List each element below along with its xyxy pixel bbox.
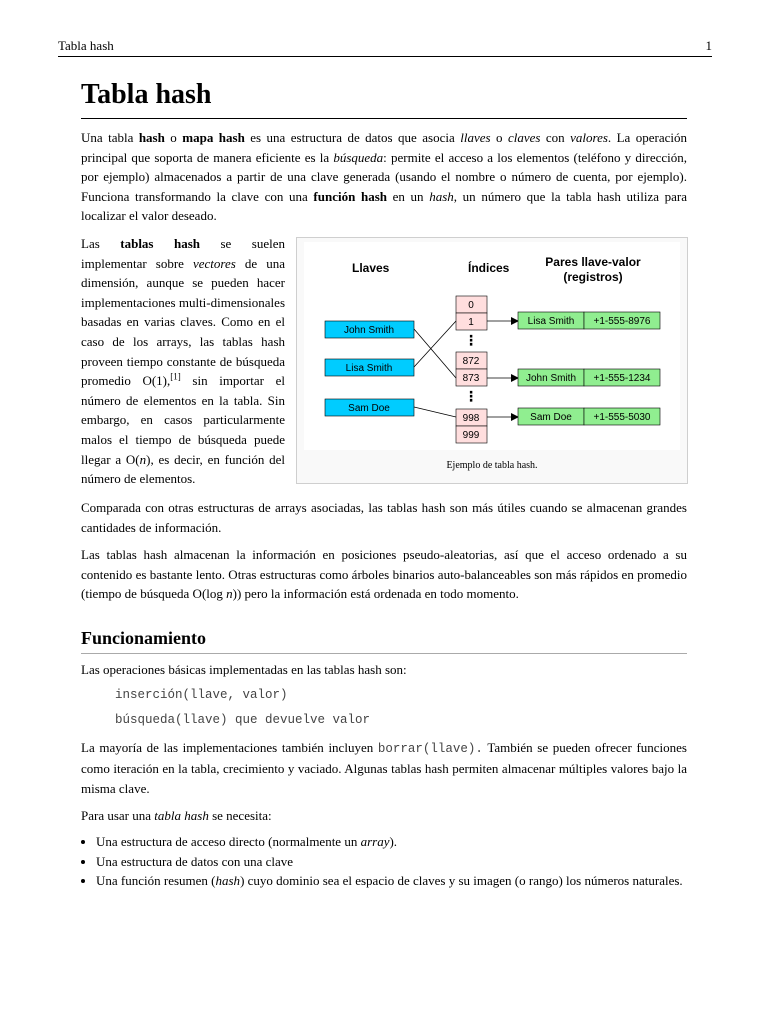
hash-table-diagram[interactable] <box>304 242 680 450</box>
list-item: • Una estructura de acceso directo (normalmente un array). <box>96 832 687 852</box>
term-funcion-hash: función hash <box>313 188 387 204</box>
arrow-sam-to-998 <box>414 407 456 417</box>
paragraph-requirements: Para usar una tabla hash se necesita: <box>81 808 272 824</box>
record-phone-3: +1-555-5030 <box>593 411 651 423</box>
operations-intro: Las operaciones básicas implementadas en las tablas hash son: <box>81 661 407 677</box>
running-title: Tabla hash <box>58 38 114 53</box>
paragraph-more-operations: La mayoría de las implementaciones también incluyen borrar(llave). También se pueden ofrecer funciones como iteración en la tabla, crecimiento y vaciado. Algunas tablas hash permiten almacenar múltiples valores bajo la misma clave. <box>81 739 687 796</box>
index-label-872: 872 <box>462 355 480 367</box>
index-label-873: 873 <box>462 372 480 384</box>
list-item: • Una estructura de datos con una clave <box>96 852 687 872</box>
link-llaves[interactable]: llaves <box>460 130 491 145</box>
key-label-sam-doe: Sam Doe <box>348 402 390 414</box>
index-label-998: 998 <box>462 412 480 424</box>
record-name-1: Lisa Smith <box>527 315 575 327</box>
heading-indices: Índices <box>468 260 510 275</box>
section-heading-funcionamiento: Funcionamiento <box>81 626 687 654</box>
ellipsis-1: ⋮ <box>464 331 478 348</box>
term-mapa-hash: mapa hash <box>182 130 245 145</box>
link-claves[interactable]: claves <box>507 130 541 145</box>
article-content <box>81 78 687 891</box>
heading-keys: Llaves <box>352 260 390 275</box>
hash-table-figure <box>296 237 688 484</box>
arrow-john-to-873 <box>414 329 456 378</box>
paragraph-pseudo-random: Las tablas hash almacenan la información en posiciones pseudo-aleatorias, así que el acceso ordenado a su contenido es bastante lento. Otras estructuras como árboles binarios auto-balanceables son más rápidos en promedio (tiempo de búsqueda O(log n)) pero la información está ordenada en todo momento. <box>81 547 687 602</box>
link-hash-function[interactable]: hash <box>215 873 241 889</box>
op-insert: inserción(llave, valor) <box>115 687 288 702</box>
op-search: búsqueda(llave) que devuelve valor <box>115 712 371 727</box>
link-array[interactable]: array <box>360 833 390 849</box>
index-label-999: 999 <box>462 429 480 441</box>
page-title: Tabla hash <box>81 78 687 119</box>
paragraph-compare: Comparada con otras estructuras de arrays asociadas, las tablas hash son más útiles cuando se almacenan grandes cantidades de información. <box>81 499 687 535</box>
heading-pairs-line2: (registros) <box>563 269 623 284</box>
reference-1[interactable]: [1] <box>170 371 181 382</box>
index-label-0: 0 <box>468 299 474 311</box>
term-tablas-hash: tablas hash <box>120 235 200 251</box>
index-label-1: 1 <box>468 316 474 328</box>
term-hash: hash <box>138 130 165 145</box>
link-hash[interactable]: hash <box>429 188 454 204</box>
link-busqueda[interactable]: búsqueda <box>333 149 384 165</box>
key-label-lisa-smith: Lisa Smith <box>345 362 393 374</box>
link-valores[interactable]: valores <box>570 130 608 145</box>
running-header <box>58 36 712 57</box>
code-borrar: borrar(llave). <box>377 741 483 756</box>
record-phone-2: +1-555-1234 <box>593 372 651 384</box>
intro-paragraph: Una tabla hash o mapa hash es una estructura de datos que asocia llaves o claves con valores. La operación principal que soporta de manera eficiente es la búsqueda: permite el acceso a los elementos (teléfono y dirección, por ejemplo) almacenados a partir de una clave generada (usando el nombre o número de cuenta, por ejemplo). Funciona transformando la clave con una función hash en un hash, un número que la tabla hash utiliza para localizar el valor deseado. <box>81 130 688 224</box>
ellipsis-2: ⋮ <box>464 387 478 404</box>
record-name-3: Sam Doe <box>530 411 572 423</box>
page-number: 1 <box>705 38 712 53</box>
arrow-lisa-to-1 <box>414 321 456 367</box>
side-column <box>81 234 285 489</box>
requirements-list <box>81 832 687 891</box>
text-with-figure <box>81 234 687 486</box>
figure-caption: Ejemplo de tabla hash. <box>446 459 538 471</box>
list-item: • Una función resumen (hash) cuyo dominio sea el espacio de claves y su imagen (o rango) los números naturales. <box>96 871 687 891</box>
key-label-john-smith: John Smith <box>343 324 395 336</box>
diagram-svg <box>304 242 680 450</box>
link-vectores[interactable]: vectores <box>193 255 236 271</box>
record-name-2: John Smith <box>525 372 577 384</box>
term-tabla-hash: tabla hash <box>154 808 209 824</box>
side-paragraph: Las tablas hash se suelen implementar sobre vectores de una dimensión, aunque se pueden hacer implementaciones multi-dimensionales basadas en varias claves. Como en el caso de los arrays, las tablas hash proveen tiempo constante de búsqueda promedio O(1),[1] sin importar el número de elementos en la tabla. Sin embargo, en casos particularmente malos el tiempo de búsqueda puede llegar a O(n), es decir, en función del número de elementos. <box>81 235 286 487</box>
heading-pairs-line1: Pares llave-valor <box>545 254 641 269</box>
record-phone-1: +1-555-8976 <box>593 315 651 327</box>
